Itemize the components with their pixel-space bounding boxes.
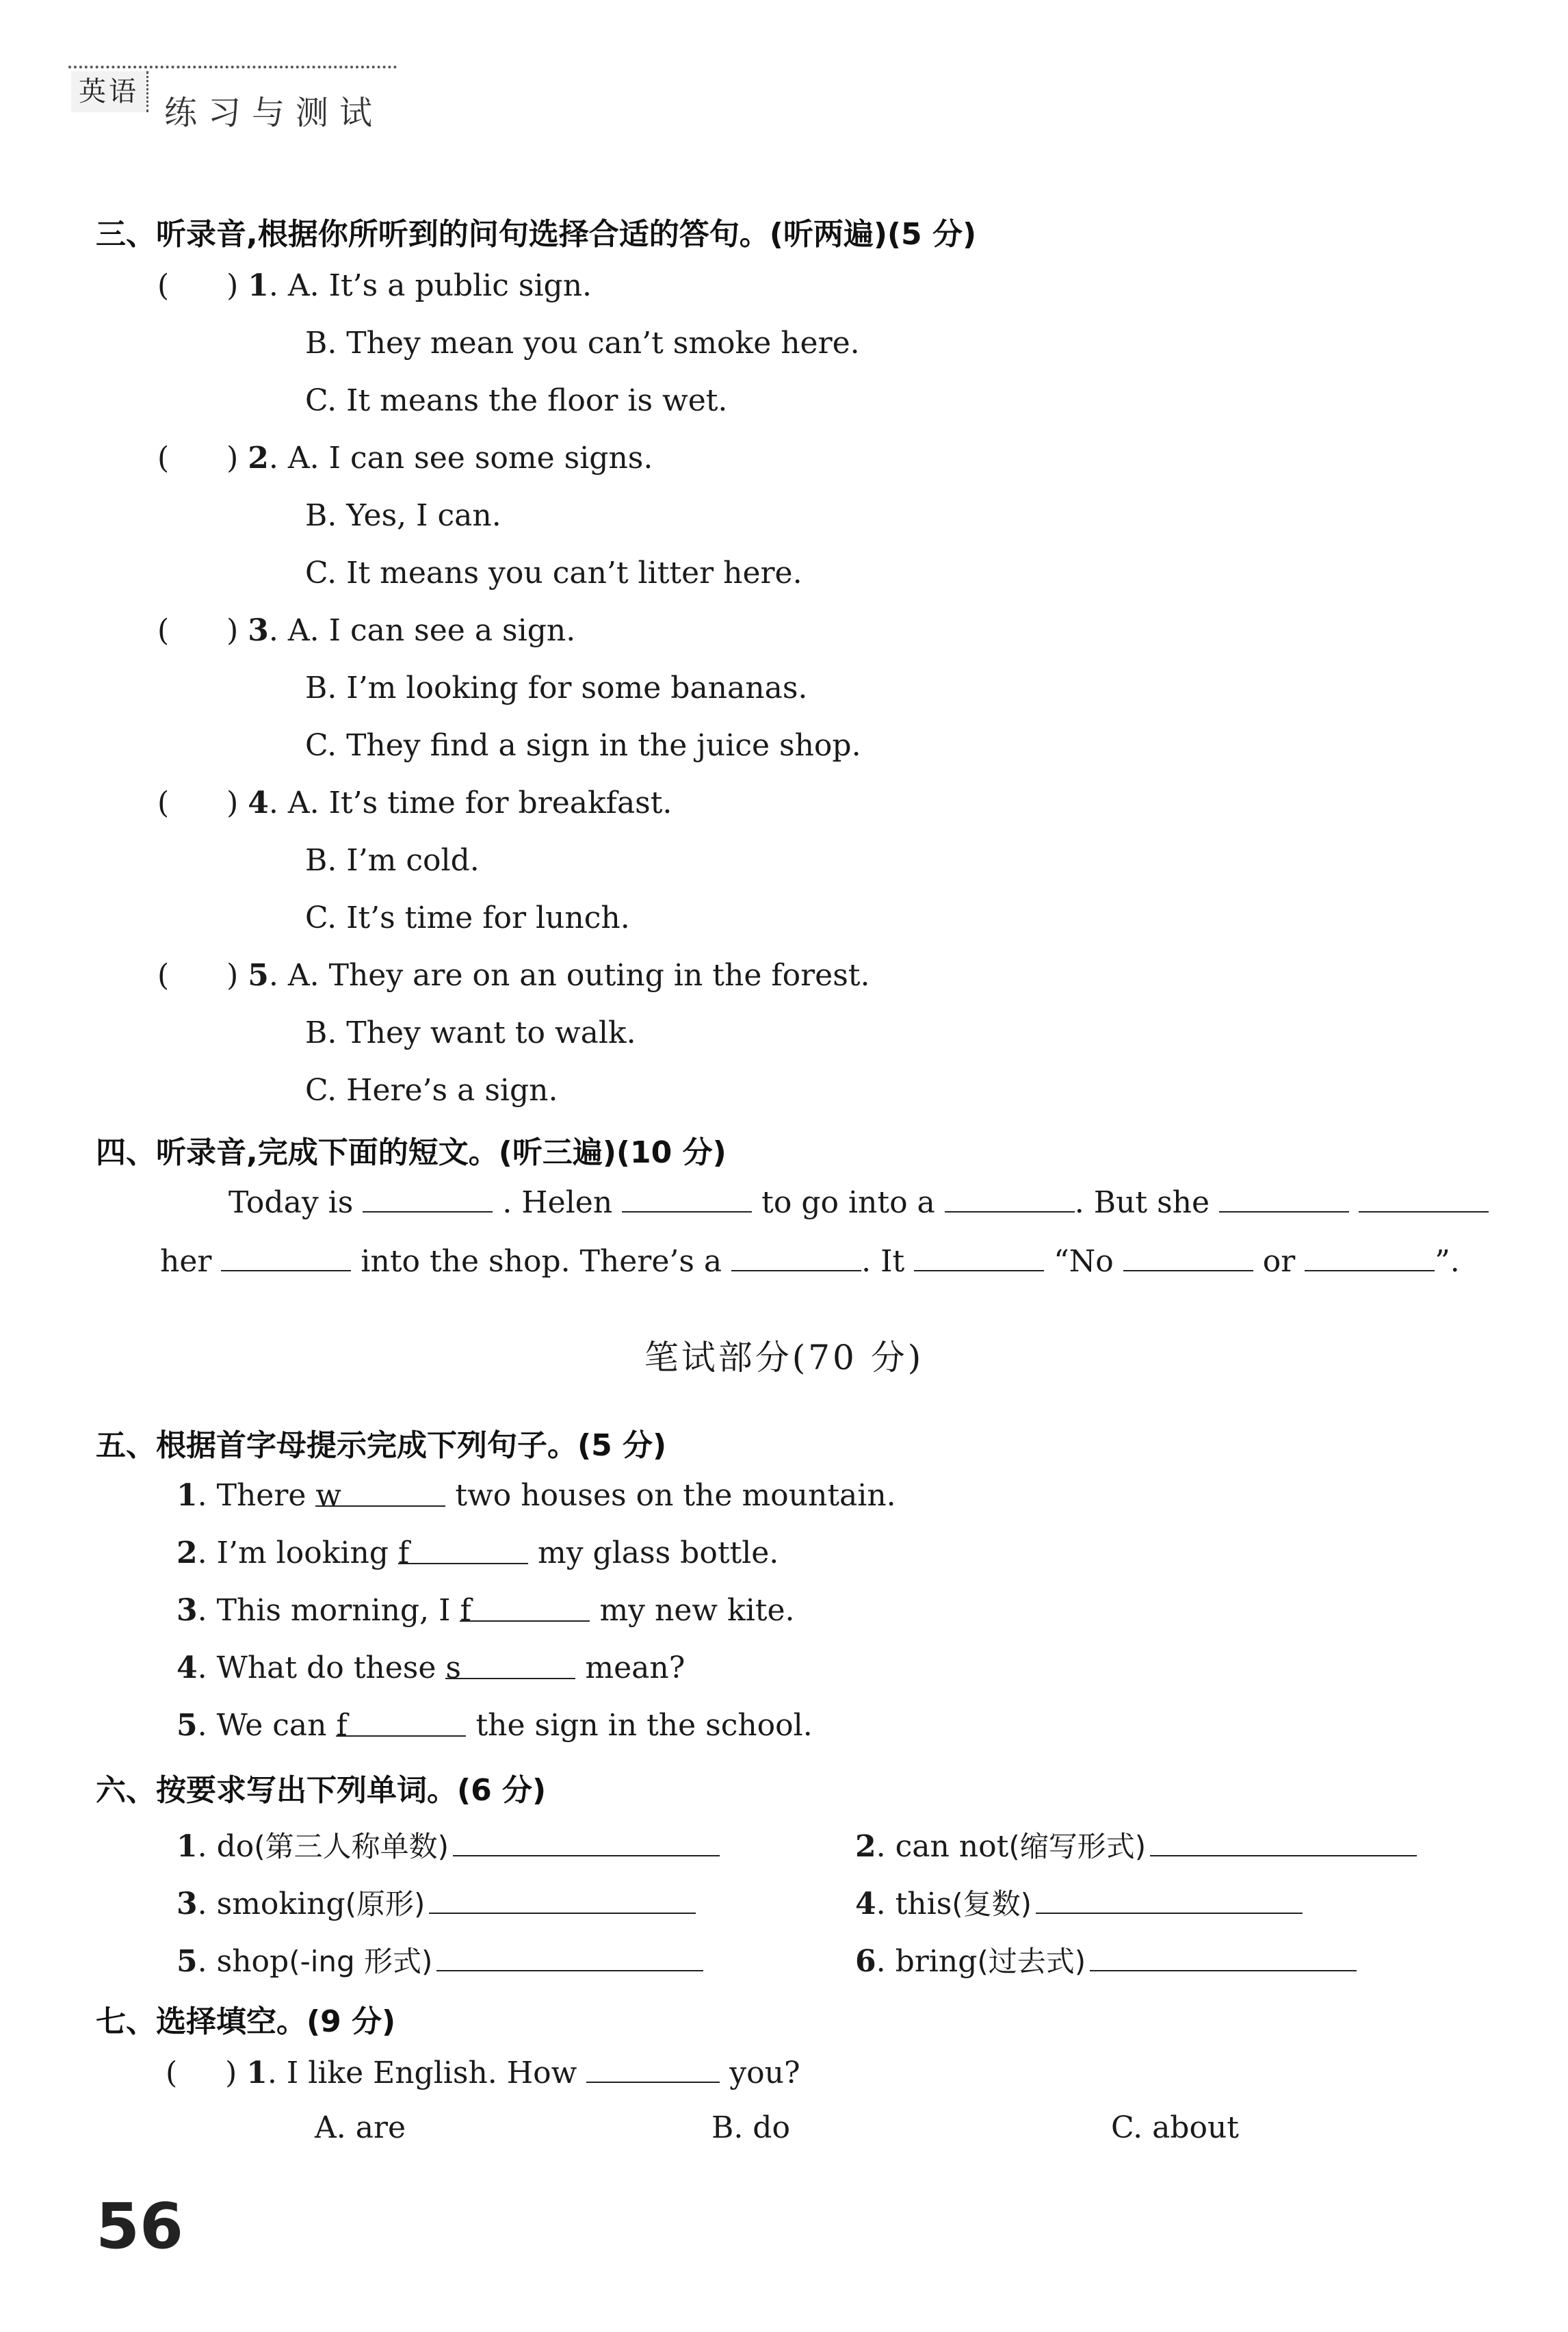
answer-option[interactable]: A. I can see a sign. xyxy=(287,613,576,648)
passage-text: into the shop. There’s a xyxy=(361,1244,722,1279)
answer-blank[interactable] xyxy=(945,1184,1075,1213)
form-hint: (第三人称单数) xyxy=(254,1830,449,1863)
answer-option[interactable]: C. It’s time for lunch. xyxy=(305,901,630,935)
answer-blank[interactable] xyxy=(731,1243,861,1271)
answer-option[interactable]: C. Here’s a sign. xyxy=(305,1073,558,1108)
form-hint: (缩写形式) xyxy=(1008,1830,1147,1863)
answer-blank[interactable] xyxy=(1305,1243,1435,1271)
answer-option[interactable]: B. Yes, I can. xyxy=(305,498,501,533)
answer-option[interactable]: B. They want to walk. xyxy=(305,1015,636,1050)
section4-line2 xyxy=(160,1243,1460,1279)
sentence-text: my new kite. xyxy=(599,1593,795,1628)
listening-option-row xyxy=(305,498,501,533)
listening-option-row xyxy=(305,901,630,935)
passage-text: Today is xyxy=(228,1185,354,1220)
word-form-item: 6. bring(过去式) xyxy=(855,1939,1357,1980)
question-number: 2 xyxy=(177,1536,198,1570)
fill-sentence: 2. I’m looking f my glass bottle. xyxy=(177,1536,779,1570)
section6-heading: 六、按要求写出下列单词。(6 分) xyxy=(96,1773,547,1808)
sentence-text: my glass bottle. xyxy=(537,1536,779,1570)
word-form-item: 1. do(第三人称单数) xyxy=(177,1824,720,1865)
initial-letter: f xyxy=(460,1593,471,1628)
section7-heading: 七、选择填空。(9 分) xyxy=(96,2004,396,2039)
fill-sentence: 4. What do these s mean? xyxy=(177,1650,685,1685)
answer-blank[interactable] xyxy=(453,1828,720,1856)
answer-option[interactable]: B. They mean you can’t smoke here. xyxy=(305,326,860,361)
listening-option-row xyxy=(305,1015,636,1050)
option-c[interactable]: C. about xyxy=(1111,2110,1239,2145)
section4-line1 xyxy=(228,1184,1489,1220)
header-subject: 英语 xyxy=(71,71,148,112)
answer-parens[interactable]: ( ) xyxy=(157,268,248,303)
initial-letter-blank[interactable] xyxy=(315,1478,445,1513)
sentence-text: I’m looking xyxy=(216,1536,389,1570)
word-form-item: 4. this(复数) xyxy=(855,1882,1303,1923)
question-number: 2 xyxy=(248,441,269,476)
form-hint: (过去式) xyxy=(977,1945,1086,1978)
listening-question: ( ) 5. A. They are on an outing in the forest. xyxy=(157,958,870,993)
passage-text: her xyxy=(160,1244,212,1279)
answer-blank[interactable] xyxy=(436,1943,703,1971)
listening-option-row xyxy=(305,728,861,763)
question-number: 5 xyxy=(177,1708,198,1743)
section3-heading: 三、听录音,根据你所听到的问句选择合适的答句。(听两遍)(5 分) xyxy=(96,217,977,252)
answer-option[interactable]: C. It means you can’t litter here. xyxy=(305,556,802,591)
answer-blank[interactable] xyxy=(622,1184,752,1213)
listening-question: ( ) 2. A. I can see some signs. xyxy=(157,441,653,476)
header-title: 练习与测试 xyxy=(164,94,384,132)
answer-option[interactable]: B. I’m cold. xyxy=(305,843,480,878)
listening-option-row xyxy=(305,326,860,361)
form-hint: (复数) xyxy=(952,1887,1032,1921)
answer-blank[interactable] xyxy=(363,1184,493,1213)
sentence-text: This morning, I xyxy=(216,1593,451,1628)
answer-option[interactable]: A. It’s a public sign. xyxy=(287,268,592,303)
question-number: 5 xyxy=(177,1944,198,1979)
form-hint: (原形) xyxy=(345,1887,426,1921)
listening-option-row xyxy=(305,1073,558,1108)
form-hint: (-ing 形式) xyxy=(289,1945,433,1978)
question-number: 4 xyxy=(177,1650,198,1685)
listening-option-row xyxy=(305,671,807,705)
initial-letter-blank[interactable] xyxy=(336,1708,466,1743)
written-part-title: 笔试部分(70 分) xyxy=(644,1338,924,1377)
question-number: 4 xyxy=(248,786,269,820)
answer-option[interactable]: B. I’m looking for some bananas. xyxy=(305,671,808,705)
sentence-text: mean? xyxy=(585,1650,685,1685)
base-word: do xyxy=(216,1829,254,1864)
answer-parens[interactable]: ( ) xyxy=(157,613,248,648)
header-divider xyxy=(68,66,397,68)
answer-option[interactable]: C. They find a sign in the juice shop. xyxy=(305,728,861,763)
initial-letter-blank[interactable] xyxy=(460,1593,590,1628)
word-form-item: 2. can not(缩写形式) xyxy=(855,1824,1417,1865)
question-number: 1 xyxy=(177,1829,198,1864)
question-number: 6 xyxy=(855,1944,876,1979)
sentence-text: There xyxy=(216,1478,306,1513)
answer-option[interactable]: A. They are on an outing in the forest. xyxy=(287,958,870,993)
answer-blank[interactable] xyxy=(586,2054,720,2083)
page-number: 56 xyxy=(96,2190,184,2263)
passage-text: to go into a xyxy=(761,1185,935,1220)
section4-heading: 四、听录音,完成下面的短文。(听三遍)(10 分) xyxy=(96,1135,727,1170)
question-number: 5 xyxy=(248,958,269,993)
listening-option-row xyxy=(305,556,802,591)
answer-blank[interactable] xyxy=(429,1885,696,1914)
listening-question: ( ) 3. A. I can see a sign. xyxy=(157,613,576,648)
listening-option-row xyxy=(305,383,727,418)
sentence-text: the sign in the school. xyxy=(475,1708,813,1743)
fill-sentence: 3. This morning, I f my new kite. xyxy=(177,1593,795,1628)
initial-letter: f xyxy=(336,1708,348,1743)
fill-sentence: 1. There w two houses on the mountain. xyxy=(177,1478,896,1513)
initial-letter: f xyxy=(397,1536,410,1570)
answer-blank[interactable] xyxy=(221,1243,351,1271)
initial-letter-blank[interactable] xyxy=(397,1536,528,1570)
answer-parens[interactable]: ( ) xyxy=(157,958,248,993)
answer-parens[interactable]: ( ) xyxy=(166,2056,237,2090)
sentence-text: What do these xyxy=(216,1650,436,1685)
question-number: 1 xyxy=(246,2056,267,2090)
base-word: smoking xyxy=(216,1887,345,1921)
question-number: 4 xyxy=(855,1887,876,1921)
passage-text: ”. xyxy=(1435,1244,1460,1279)
answer-parens[interactable]: ( ) xyxy=(157,786,248,820)
sentence-text: We can xyxy=(216,1708,327,1743)
passage-text: . But she xyxy=(1074,1185,1210,1220)
section7-question-1: ( ) 1. I like English. How you? xyxy=(166,2056,800,2090)
base-word: can not xyxy=(895,1829,1009,1864)
answer-blank[interactable] xyxy=(1150,1828,1417,1856)
answer-blank[interactable] xyxy=(1036,1885,1303,1914)
question-number: 2 xyxy=(855,1829,876,1864)
question-number: 1 xyxy=(248,268,269,303)
question-text: I like English. How xyxy=(286,2056,577,2090)
question-number: 3 xyxy=(177,1593,198,1628)
listening-option-row xyxy=(305,843,480,878)
question-number: 1 xyxy=(177,1478,198,1513)
option-a[interactable]: A. are xyxy=(315,2110,406,2145)
fill-sentence: 5. We can f the sign in the school. xyxy=(177,1708,813,1743)
answer-blank[interactable] xyxy=(914,1243,1044,1271)
answer-option[interactable]: C. It means the floor is wet. xyxy=(305,383,728,418)
question-text: you? xyxy=(729,2056,800,2090)
question-number: 3 xyxy=(248,613,269,648)
passage-text: “No xyxy=(1054,1244,1114,1279)
initial-letter-blank[interactable] xyxy=(445,1650,575,1685)
sentence-text: two houses on the mountain. xyxy=(455,1478,896,1513)
listening-question: ( ) 1. A. It’s a public sign. xyxy=(157,268,592,303)
answer-option[interactable]: A. I can see some signs. xyxy=(287,441,653,476)
passage-text: or xyxy=(1262,1244,1296,1279)
answer-option[interactable]: A. It’s time for breakfast. xyxy=(287,786,672,820)
option-b[interactable]: B. do xyxy=(711,2110,790,2145)
answer-blank[interactable] xyxy=(1219,1184,1349,1213)
base-word: bring xyxy=(895,1944,978,1979)
answer-parens[interactable]: ( ) xyxy=(157,441,248,476)
word-form-item: 3. smoking(原形) xyxy=(177,1882,696,1923)
initial-letter: s xyxy=(445,1650,461,1685)
question-number: 3 xyxy=(177,1887,198,1921)
initial-letter: w xyxy=(315,1478,342,1513)
answer-blank[interactable] xyxy=(1359,1184,1489,1213)
base-word: this xyxy=(895,1887,952,1921)
answer-blank[interactable] xyxy=(1123,1243,1253,1271)
word-form-item: 5. shop(-ing 形式) xyxy=(177,1939,703,1980)
passage-text: . Helen xyxy=(502,1185,613,1220)
passage-text: . It xyxy=(861,1244,905,1279)
answer-blank[interactable] xyxy=(1090,1943,1357,1971)
listening-question: ( ) 4. A. It’s time for breakfast. xyxy=(157,786,672,820)
section5-heading: 五、根据首字母提示完成下列句子。(5 分) xyxy=(96,1428,667,1463)
base-word: shop xyxy=(216,1944,289,1979)
